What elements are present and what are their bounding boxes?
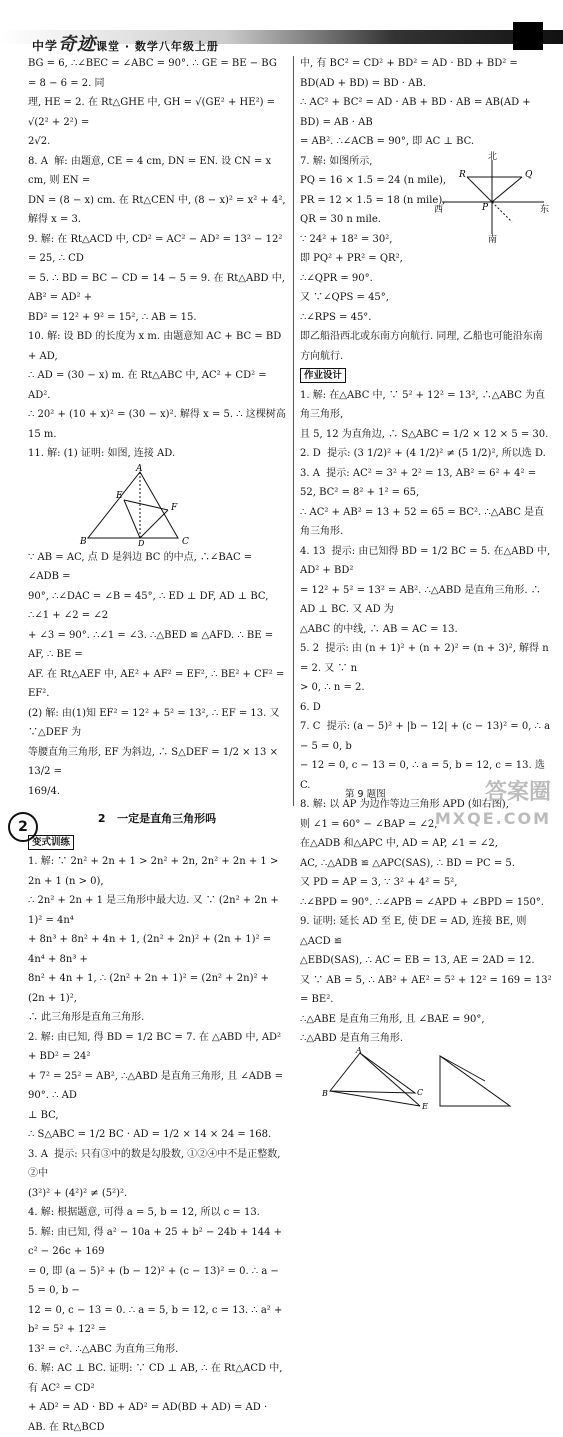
text-line: ∴ 2n² + 2n + 1 是三角形中最大边. 又 ∵ (2n² + 2n + 1)² = 4n⁴ [28,895,282,926]
compass-east: 东 [540,204,550,215]
text-line: ∴∠RPS = 45°. [300,311,372,323]
text-line: ∴△ABE 是直角三角形, 且 ∠BAE = 90°, [300,1013,485,1025]
section-title: 2 一定是直角三角形吗 [97,812,217,825]
text-line: + AD² = AD · BD + AD² = AD(BD + AD) = AD · AB. 在 Rt△BCD [28,1402,271,1433]
watermark-url: MXQE.COM [434,809,551,828]
text-line: BG = 6, ∴∠BEC = ∠ABC = 90°. ∴ GE = BE − BG = 8 − 6 = 2. 同 [28,58,281,89]
text-line: (3²)² + (4²)² ≠ (5²)². [28,1187,128,1199]
svg-text:B: B [322,1088,328,1098]
text-line: 则 ∠1 = 60° − ∠BAP = ∠2, [300,818,438,830]
compass-north: 北 [488,151,498,162]
text-line: ∴ AC² + AB² = 13 + 52 = 65 = BC². ∴△ABC 是直角三角形. [300,506,545,537]
text-line: 10. 解: 设 BD 的长度为 x m. 由题意知 AC + BC = BD + AD, [28,331,285,362]
text-line: BD² = 12² + 9² = 15², ∴ AB = 15. [28,311,197,323]
figure-caption: 第 9 题图 [345,789,386,800]
svg-text:A: A [136,463,143,474]
text-line: = 12² + 5² = 13² = AB². ∴△ABD 是直角三角形. ∴ AD ⊥ BC. 又 AD 为 [300,584,544,615]
text-line: DN = (8 − x) cm. 在 Rt△CEN 中, (8 − x)² = x² + 4², 解得 x = 3. [28,194,289,225]
header-suffix: 课堂 · 数学八年级上册 [96,40,219,53]
text-line: = 5. ∴ BD = BC − CD = 14 − 5 = 9. 在 Rt△ABD 中, AB² = AD² + [28,272,289,303]
text-line: + ∠3 = 90°. ∴∠1 = ∠3. ∴△BED ≌ △AFD. ∴ BE = AF, ∴ BE = [28,629,277,660]
svg-text:Q: Q [525,169,533,180]
text-line: 7. 解: 如图所示, [300,155,373,167]
triangle-abc [88,472,178,538]
text-line: 7. C 提示: (a − 5)² + |b − 12| + (c − 13)² = 0, ∴ a − 5 = 0, b [300,721,554,752]
text-line: ∴ AD = (30 − x) m. 在 Rt△ABC 中, AC² + CD² = AD². [28,370,270,401]
svg-text:E: E [422,1101,428,1111]
text-line: 6. 解: AC ⊥ BC. 证明: ∵ CD ⊥ AB, ∴ 在 Rt△ACD 中, 有 AC² = CD² [28,1363,286,1394]
text-line: 169/4. [28,785,60,797]
text-line: 8. A 解: 由题意, CE = 4 cm, DN = EN. 设 CN = x cm, 则 EN = [28,155,275,186]
text-line: 即乙船沿西北或东南方向航行. 同理, 乙船也可能沿东南方向航行. [300,331,543,362]
svg-text:D: D [138,538,145,548]
text-line: ∴△ABD 是直角三角形. [300,1033,403,1044]
text-line: ⊥ BC, [28,1109,59,1121]
text-line: 2. 解: 由已知, 得 BD = 1/2 BC = 7. 在 △ABD 中, AD² + BD² = 24² [28,1031,285,1062]
text-line: 理, HE = 2. 在 Rt△GHE 中, GH = √(GE² + HE²) = √(2² + 2²) = [28,97,279,128]
text-line: 5. 2 提示: 由 (n + 1)² + (n + 2)² = (n + 3)², 解得 n = 2. 又 ∵ n [300,643,552,674]
text-line: ∴ S△ABC = 1/2 BC · AD = 1/2 × 14 × 24 = 168. [28,1129,272,1140]
svg-text:A: A [356,1045,362,1055]
text-line: + 8n³ + 8n² + 4n + 1, (2n² + 2n)² + (2n + 1)² = 4n⁴ + 8n³ + [28,934,275,965]
text-line: QR = 30 n mile. [300,214,381,225]
header-corner-mark [513,22,543,50]
page-number: 2 [8,812,38,842]
text-line: 4. 解: 根据题意, 可得 a = 5, b = 12, 所以 c = 13. [28,1207,260,1218]
text-line: PQ = 16 × 1.5 = 24 (n mile), [300,175,447,186]
left-column [28,54,289,1437]
text-line: 9. 证明: 延长 AD 至 E, 使 DE = AD, 连接 BE, 则△ACD ≌ [300,916,527,947]
figure-triangle-11 [28,463,286,548]
text-line: 又 ∵ AB = 5, ∴ AB² + AE² = 5² + 12² = 169 = 13² = BE². [300,974,555,1005]
text-line: AC, ∴△ADB ≌ △APC(SAS), ∴ BD = PC = 5. [300,857,515,869]
text-line: 3. A 提示: AC² = 3² + 2² = 13, AB² = 6² + 4² = 52, BC² = 8² + 1² = 65, [300,467,540,498]
text-line: 13² = c². ∴△ABC 为直角三角形. [28,1343,179,1355]
compass-west: 西 [434,204,444,215]
text-line: 11. 解: (1) 证明: 如图, 连接 AD. [28,448,176,459]
header-brand: 奇迹 [58,34,97,55]
text-line: 又 ∵∠QPS = 45°, [300,292,389,303]
segment-ef [124,500,168,510]
page-header [0,0,563,55]
text-line: 4. 13 提示: 由已知得 BD = 1/2 BC = 5. 在△ABD 中, AD² + BD² [300,545,554,576]
text-line: 在△ADB 和△APC 中, AD = AP, ∠1 = ∠2, [300,838,498,849]
text-line: > 0, ∴ n = 2. [300,682,365,693]
right-column [300,54,555,1113]
figure-compass-7 [432,151,552,245]
text-line: 中, 有 BC² = CD² + BD² = AD · BD + BD² = BD(AD + BD) = BD · AB. [300,58,521,89]
text-line: 5. 解: 由已知, 得 a² − 10a + 25 + b² − 24b + 144 + c² − 26c + 169 [28,1226,286,1257]
text-line: AF. 在 Rt△AEF 中, AE² + AF² = EF², ∴ BE² + CF² = EF². [28,668,288,699]
right-box-label: 作业设计 [300,368,346,383]
column-divider [293,56,294,806]
svg-text:C: C [417,1087,424,1097]
figure-9 [300,1045,552,1111]
text-line: 3. A 提示: 只有③中的数是勾股数, ①②④中不是正整数, ②中 [28,1148,284,1179]
text-line: 又 PD = AP = 3, ∵ 3² + 4² = 5², [300,877,458,888]
text-line: = AB². ∴∠ACB = 90°, 即 AC ⊥ BC. [300,136,475,147]
text-line: − 12 = 0, c − 13 = 0, ∴ a = 5, b = 12, c = 13. 选 C. [300,760,549,791]
svg-text:E: E [116,490,123,501]
text-line: 12 = 0, c − 13 = 0. ∴ a = 5, b = 12, c = 13. ∴ a² + b² = 5² + 12² = [28,1304,286,1335]
watermark-text: 答案圈 [484,780,551,805]
svg-text:R: R [459,169,466,180]
text-line: 9. 解: 在 Rt△ACD 中, CD² = AC² − AD² = 13² − 12² = 25, ∴ CD [28,233,286,264]
text-line: △EBD(SAS), ∴ AC = EB = 13, AE = 2AD = 12. [300,955,535,966]
text-line: 8. 解: 以 AP 为边作等边三角形 APD (如右图), [300,799,509,810]
text-line: 1. 解: 在△ABC 中, ∵ 5² + 12² = 13², ∴△ABC 为直角三角形, [300,389,546,420]
text-line: + 7² = 25² = AB², ∴△ABD 是直角三角形, 且 ∠ADB = 90°. ∴ AD [28,1070,287,1101]
svg-text:F: F [171,502,178,513]
text-line: ∴∠QPR = 90°. [300,272,373,284]
text-line: 6. D [300,701,321,713]
watermark [435,780,551,832]
text-line: 1. 解: ∵ 2n² + 2n + 1 > 2n² + 2n, 2n² + 2n + 1 > 2n + 1 (n > 0), [28,856,282,887]
text-line: (2) 解: 由(1)知 EF² = 12² + 5² = 13², ∴ EF = 13. 又 ∵△DEF 为 [28,707,283,738]
compass-south: 南 [488,234,498,245]
svg-text:B: B [80,536,87,547]
text-line: ∴∠BPD = 90°. ∴∠APB = ∠APD + ∠BPD = 150°. [300,896,544,908]
text-line: 即 PQ² + PR² = QR², [300,253,403,264]
text-line: 且 5, 12 为直角边, ∴ S△ABC = 1/2 × 12 × 5 = 30. [300,428,549,440]
text-line: PR = 12 × 1.5 = 18 (n mile), [300,194,446,206]
text-line: ∴ 20² + (10 + x)² = (30 − x)². 解得 x = 5. ∴ 这棵树高 15 m. [28,409,289,440]
text-line: 等腰直角三角形, EF 为斜边, ∴ S△DEF = 1/2 × 13 × 13/2 = [28,746,282,777]
svg-text:C: C [182,536,189,547]
left-box-label: 变式训练 [28,835,74,850]
svg-text:P: P [482,202,489,213]
text-line: 2. D 提示: (3 1/2)² + (4 1/2)² ≠ (5 1/2)², 所以选 D. [300,448,546,459]
text-line: = 0, 即 (a − 5)² + (b − 12)² + (c − 13)² = 0. ∴ a − 5 = 0, b − [28,1265,283,1296]
header-title [32,30,219,56]
header-prefix: 中学 [32,39,59,53]
text-line: 8n² + 4n + 1, ∴ (2n² + 2n + 1)² = (2n² + 2n)² + (2n + 1)², [28,973,273,1004]
text-line: ∴ AC² + BC² = AD · AB + BD · AB = AB(AD + BD) = AB · AB [300,97,534,128]
text-line: 2√2. [28,136,51,147]
text-line: ∵ AB = AC, 点 D 是斜边 BC 的中点, ∴∠BAC = ∠ADB = [28,551,256,582]
text-line: 90°, ∴∠DAC = ∠B = 45°, ∴ ED ⊥ DF, AD ⊥ BC, ∴∠1 + ∠2 = ∠2 [28,590,272,621]
text-line: ∵ 24² + 18² = 30², [300,233,393,245]
text-line: ∴ 此三角形是直角三角形. [28,1012,145,1023]
text-line: △ABC 的中线, ∴ AB = AC = 13. [300,623,458,635]
